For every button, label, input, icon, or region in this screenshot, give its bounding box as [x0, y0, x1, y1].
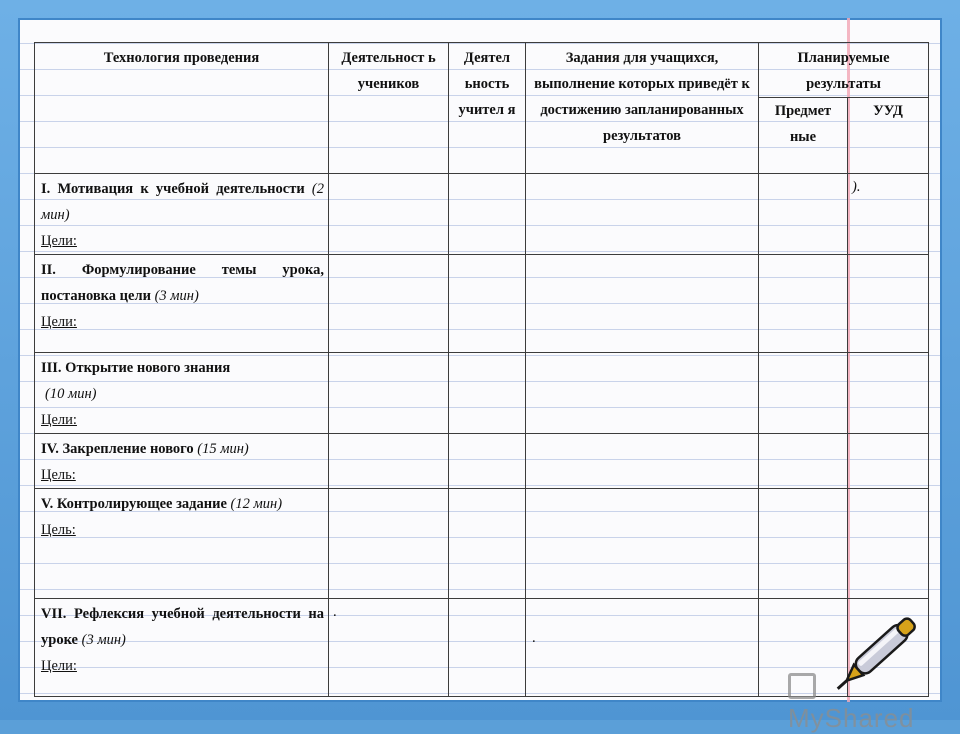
teacher-activity-cell	[449, 174, 526, 255]
stage-time: (2 мин)	[41, 181, 325, 223]
stage-time: (12 мин)	[230, 496, 283, 512]
student-activity-cell	[329, 489, 449, 599]
stage-title: II. Формулирование темы урока, постановка цели	[41, 262, 324, 304]
stage-cell	[35, 489, 329, 599]
fountain-pen-icon	[830, 606, 930, 698]
uud-cell: ).	[848, 174, 929, 255]
subject-results-cell	[759, 174, 848, 255]
tasks-cell	[526, 353, 759, 434]
stage-time: (3 мин)	[154, 288, 199, 304]
uud-cell	[848, 255, 929, 353]
tasks-cell	[526, 489, 759, 599]
stage-goal: Цели:	[41, 658, 77, 674]
stage-goal: Цель:	[41, 522, 76, 538]
tasks-cell	[526, 434, 759, 489]
uud-cell	[848, 434, 929, 489]
table-row	[35, 255, 929, 353]
table-row	[35, 489, 929, 599]
header-planned-results: Планируемые результаты	[759, 43, 929, 98]
teacher-activity-cell	[449, 489, 526, 599]
teacher-activity-cell	[449, 353, 526, 434]
tasks-cell	[526, 174, 759, 255]
table-row	[35, 174, 929, 255]
stage-title: V. Контролирующее задание	[41, 496, 227, 512]
stage-title: VII. Рефлексия учебной деятельности на уроке	[41, 606, 324, 648]
tasks-cell	[526, 255, 759, 353]
stage-time: (10 мин)	[45, 386, 97, 402]
stage-title: I. Мотивация к учебной деятельности	[41, 181, 305, 197]
student-activity-cell	[329, 434, 449, 489]
stage-cell	[35, 599, 329, 697]
header-student-activity: Деятельност ь учеников	[329, 43, 449, 174]
stage-cell	[35, 434, 329, 489]
subject-results-cell	[759, 434, 848, 489]
stage-title: III. Открытие нового знания	[41, 360, 231, 376]
table-row	[35, 434, 929, 489]
header-uud: УУД	[848, 98, 929, 174]
uud-cell	[848, 489, 929, 599]
student-activity-cell	[329, 255, 449, 353]
header-row	[35, 43, 929, 98]
stage-title: IV. Закрепление нового	[41, 441, 194, 457]
tasks-cell: .	[526, 599, 759, 697]
stage-time: (3 мин)	[81, 632, 126, 648]
uud-cell	[848, 353, 929, 434]
header-technology: Технология проведения	[35, 43, 329, 174]
teacher-activity-cell	[449, 255, 526, 353]
header-subject: Предмет ные	[759, 98, 848, 174]
notebook-paper	[18, 18, 942, 733]
teacher-activity-cell	[449, 599, 526, 697]
lesson-plan-table	[34, 42, 929, 697]
stage-cell	[35, 255, 329, 353]
stage-goal: Цели:	[41, 314, 77, 330]
stage-time: (15 мин)	[197, 441, 249, 457]
table-row	[35, 353, 929, 434]
header-teacher-activity: Деятел ьность учител я	[449, 43, 526, 174]
student-activity-cell: .	[329, 599, 449, 697]
stage-goal: Цели:	[41, 233, 77, 249]
subject-results-cell	[759, 489, 848, 599]
stage-goal: Цели:	[41, 412, 77, 428]
watermark-text: MyShared	[788, 703, 915, 733]
projector-icon	[788, 673, 816, 699]
subject-results-cell	[759, 255, 848, 353]
header-tasks: Задания для учащихся, выполнение которых приведёт к достижению запланированных результатов	[526, 43, 759, 174]
student-activity-cell	[329, 174, 449, 255]
teacher-activity-cell	[449, 434, 526, 489]
stage-cell	[35, 174, 329, 255]
student-activity-cell	[329, 353, 449, 434]
subject-results-cell	[759, 353, 848, 434]
stage-cell	[35, 353, 329, 434]
stage-goal: Цель:	[41, 467, 76, 483]
